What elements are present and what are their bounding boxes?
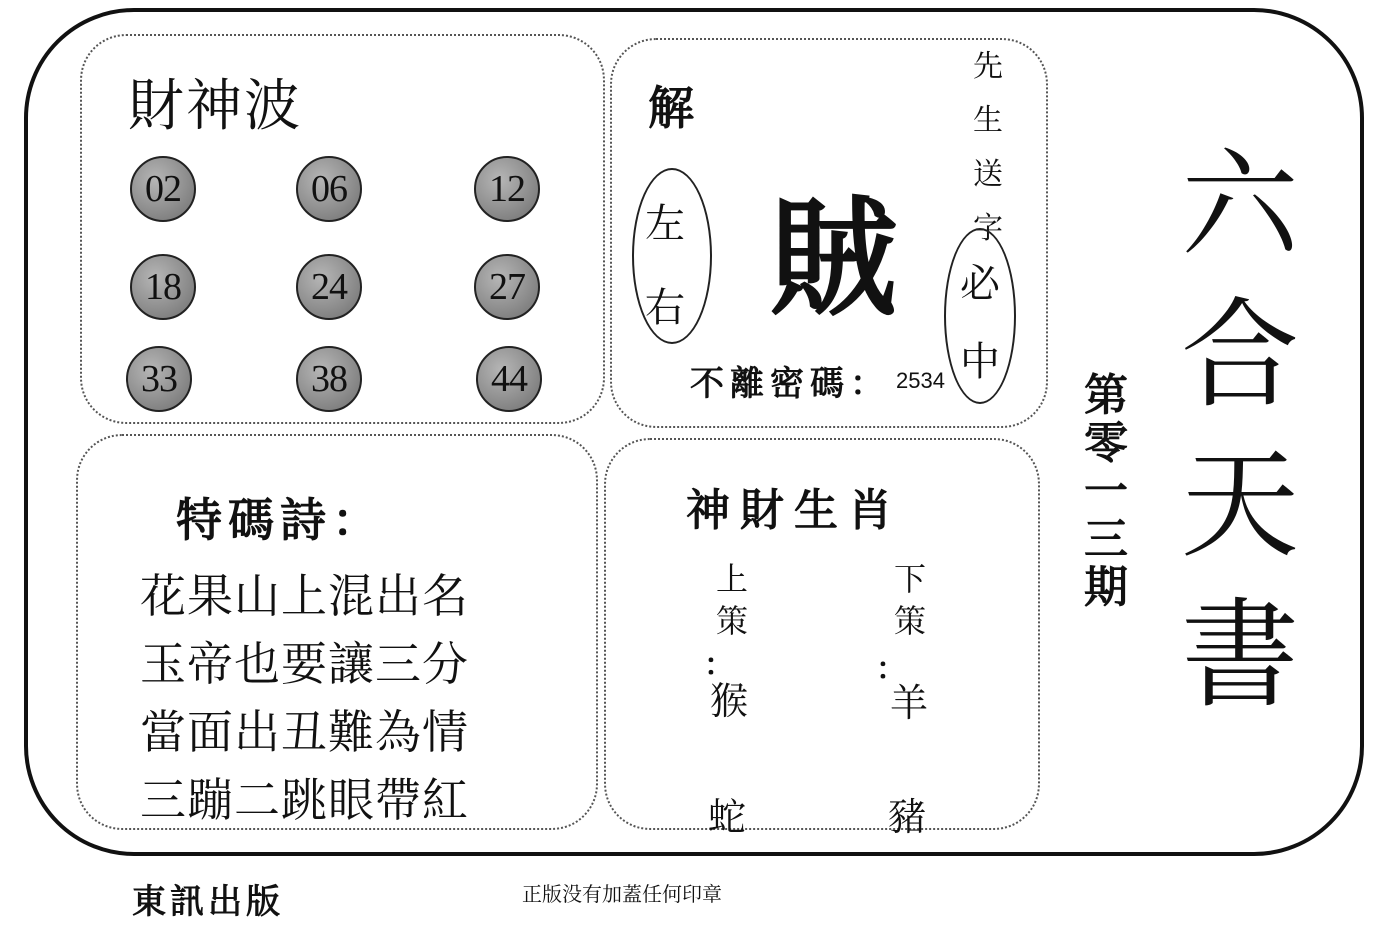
secret-code-value: 2534 <box>896 368 945 393</box>
zodiac-animal: 羊 <box>890 681 929 725</box>
sender-char: 字 <box>973 211 1003 246</box>
poem-line: 三蹦二跳眼帶紅 <box>140 773 469 827</box>
must-hit-char: 中 <box>960 339 1000 385</box>
title-char: 六 <box>1180 136 1299 274</box>
zodiac-title: 神財生肖 <box>686 485 902 536</box>
hint-char: 右 <box>645 285 685 331</box>
label-char: 策 <box>715 602 748 640</box>
zodiac-animal: 蛇 <box>708 795 747 839</box>
secret-code-label: 不離密碼： <box>690 364 890 404</box>
masthead-title <box>1170 130 1310 730</box>
number-ball: 02 <box>130 156 196 222</box>
poem-title: 特碼詩： <box>176 493 384 547</box>
sender-text <box>968 40 1008 256</box>
lower-colon: ： <box>876 652 906 687</box>
poem-line: 玉帝也要讓三分 <box>140 637 469 691</box>
sender-char: 先 <box>973 49 1003 84</box>
title-char: 天 <box>1180 436 1299 574</box>
issue-char: 期 <box>1084 562 1128 613</box>
number-ball: 18 <box>130 254 196 320</box>
number-ball: 27 <box>474 254 540 320</box>
number-ball: 44 <box>476 346 542 412</box>
title-char: 合 <box>1180 286 1299 424</box>
number-ball: 24 <box>296 254 362 320</box>
label-char: 策 <box>893 602 926 640</box>
must-hit-char: 必 <box>960 261 1000 307</box>
issue-char: 第 <box>1084 370 1128 421</box>
sender-char: 送 <box>973 157 1003 192</box>
zodiac-animal: 猴 <box>710 679 749 723</box>
issue-number <box>1078 372 1134 612</box>
issue-char: 一 <box>1084 466 1128 517</box>
sender-char: 生 <box>973 103 1003 138</box>
number-ball: 12 <box>474 156 540 222</box>
upper-plan-label <box>712 558 752 642</box>
wealth-wave-title: 財神波 <box>128 74 302 139</box>
riddle-label: 解 <box>648 81 694 135</box>
poem-line: 花果山上混出名 <box>140 569 469 623</box>
riddle-main-char: 賊 <box>770 185 899 334</box>
zodiac-animal: 豬 <box>888 795 927 839</box>
number-ball: 33 <box>126 346 192 412</box>
label-char: 上 <box>715 560 748 598</box>
authenticity-notice: 正版没有加蓋任何印章 <box>522 882 722 906</box>
label-char: 下 <box>893 560 926 598</box>
number-ball: 06 <box>296 156 362 222</box>
publisher-name: 東訊出版 <box>132 882 284 922</box>
title-char: 書 <box>1180 586 1299 724</box>
hint-char: 左 <box>645 201 685 247</box>
issue-char: 三 <box>1084 514 1128 565</box>
issue-char: 零 <box>1084 418 1128 469</box>
lower-plan-label <box>890 558 930 642</box>
number-ball: 38 <box>296 346 362 412</box>
poem-line: 當面出丑難為情 <box>140 705 469 759</box>
upper-colon: ： <box>704 648 734 683</box>
